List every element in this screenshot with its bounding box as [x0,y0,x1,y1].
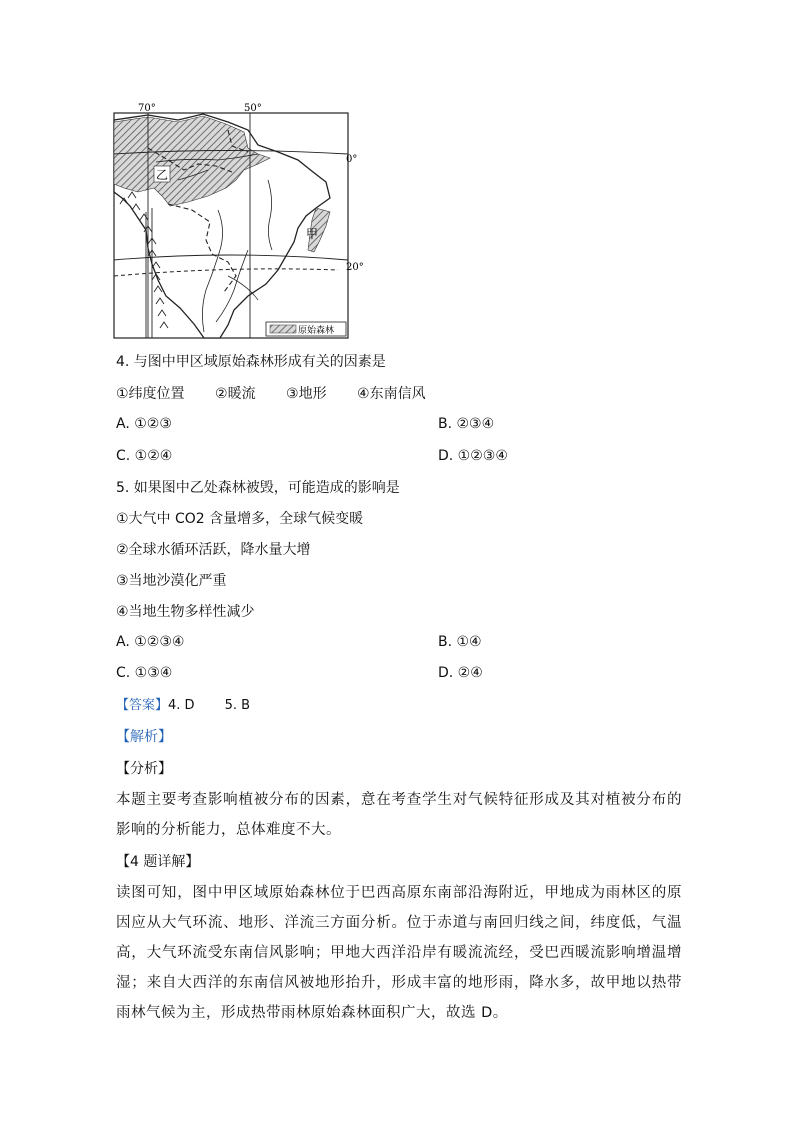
q4-factor-2: ②暖流 [215,386,256,402]
q4-factors [116,384,426,404]
label-yi: 乙 [156,168,169,182]
q4-factor-3: ③地形 [286,386,327,402]
label-jia: 甲 [306,227,319,241]
legend-label: 原始森林 [298,326,335,336]
lon-50-label: 50° [244,103,262,114]
q4-option-d: D. ①②③④ [438,448,508,464]
q5-option-a: A. ①②③④ [116,634,185,650]
q4-factor-1: ①纬度位置 [116,386,185,402]
q5-option-b: B. ①④ [438,634,482,650]
fenxi-label: 【分析】 [116,761,172,777]
q5-option-c: C. ①③④ [116,665,173,681]
detail-paragraph: 读图可知，图中甲区域原始森林位于巴西高原东南部沿海附近，甲地成为雨林区的原因应从大气环流、地形、洋流三方面分析。位于赤道与南回归线之间，纬度低，气温高，大气环流受东南信风影响；甲地大西洋沿岸有暖流流经，受巴西暖流影响增温增湿；来自大西洋的东南信风被地形抬升，形成丰富的地形雨，降水多，故甲地以热带雨林气候为主，形成热带雨林原始森林面积广大，故选 D。 [116,885,682,1021]
q5-option-d: D. ②④ [438,665,483,681]
q4-option-b: B. ②③④ [438,416,495,432]
lat-20-label: 20° [346,262,364,273]
q4-option-a: A. ①②③ [116,416,172,432]
south-america-map [108,100,364,345]
q4-option-c: C. ①②④ [116,448,173,464]
q5-stem: 5. 如果图中乙处森林被毁，可能造成的影响是 [116,480,400,496]
q4-stem: 4. 与图中甲区域原始森林形成有关的因素是 [116,354,386,370]
q5-item-4: ④当地生物多样性减少 [116,604,255,620]
map-figure [108,100,364,345]
q5-item-1: ①大气中 CO2 含量增多，全球气候变暖 [116,511,364,527]
q5-item-3: ③当地沙漠化严重 [116,573,227,589]
answer-5: 5. B [224,698,251,713]
answer-4: 4. D [168,698,195,713]
analysis-label: 【解析】 [116,729,172,745]
q5-item-2: ②全球水循环活跃，降水量大增 [116,542,311,558]
detail-label: 【4 题详解】 [116,854,200,870]
answer-line [116,696,250,716]
lat-0-label: 0° [346,154,358,165]
q4-factor-4: ④东南信风 [357,386,426,402]
lon-70-label: 70° [138,103,156,114]
legend-swatch [270,325,296,333]
answer-label: 【答案】 [116,698,169,713]
fenxi-paragraph: 本题主要考查影响植被分布的因素，意在考查学生对气候特征形成及其对植被分布的影响的分析能力，总体难度不大。 [116,792,682,838]
